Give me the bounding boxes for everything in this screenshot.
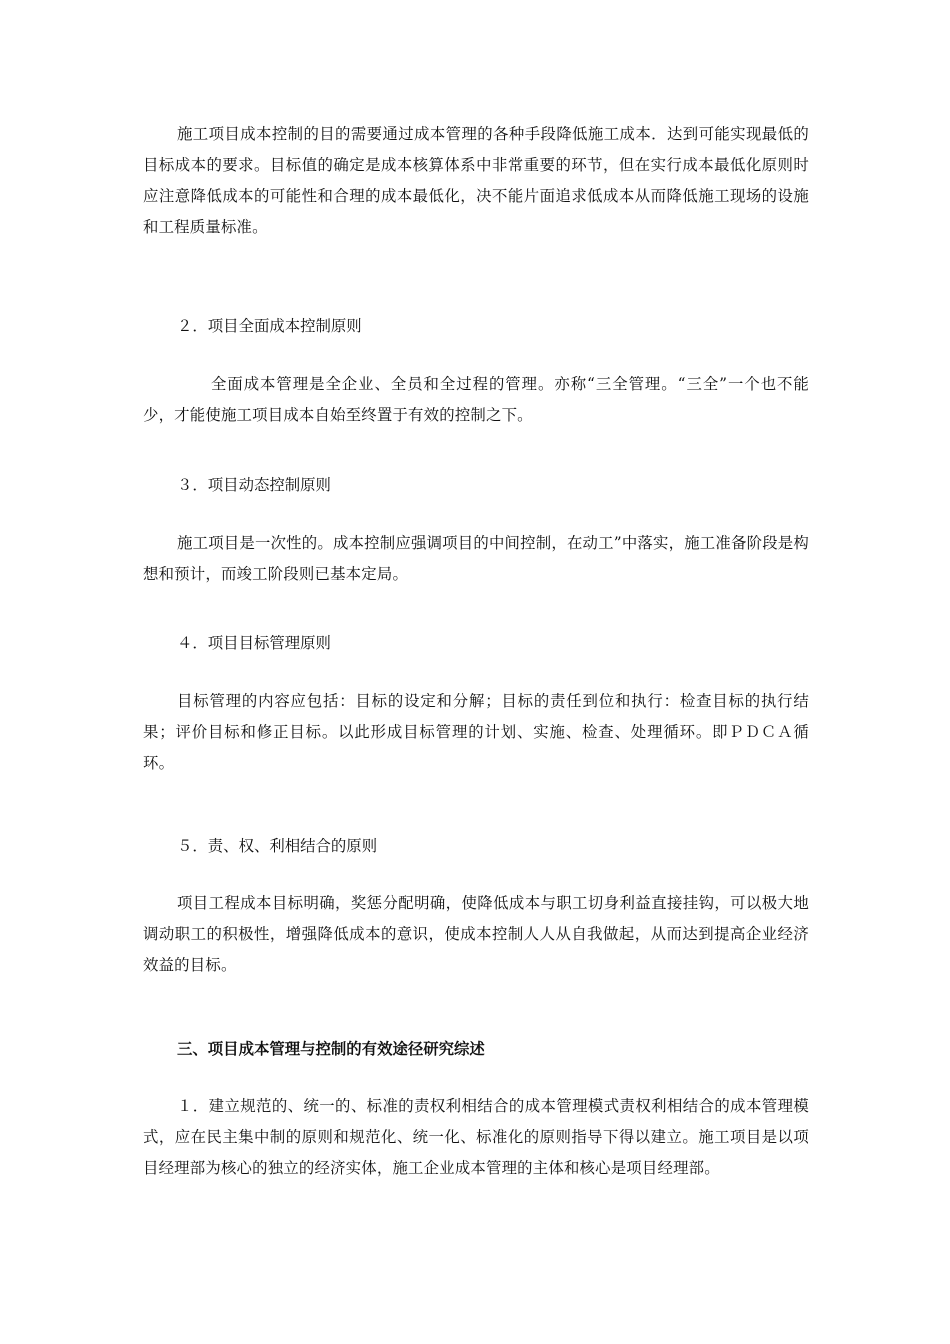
paragraph-target-management: 目标管理的内容应包括：目标的设定和分解；目标的责任到位和执行：检查目标的执行结果；评价目标和修正目标。以此形成目标管理的计划、实施、检查、处理循环。即ＰＤＣＡ循环。 — [143, 692, 809, 772]
heading-total-cost-control: ２．项目全面成本控制原则 — [177, 317, 362, 335]
paragraph-responsibility-rights-benefits: 项目工程成本目标明确，奖惩分配明确，使降低成本与职工切身利益直接挂钩，可以极大地调动职工的积极性，增强降低成本的意识，使成本控制人人从自我做起，从而达到提高企业经济效益的目标。 — [143, 894, 809, 974]
section-heading-effective-approaches: 三、项目成本管理与控制的有效途径研究综述 — [177, 1040, 485, 1058]
paragraph-cost-control-goal: 施工项目成本控制的目的需要通过成本管理的各种手段降低施工成本．达到可能实现最低的目标成本的要求。目标值的确定是成本核算体系中非常重要的环节，但在实行成本最低化原则时应注意降低成本的可能性和合理的成本最低化，决不能片面追求低成本从而降低施工现场的设施和工程质量标准。 — [143, 125, 809, 236]
paragraph-dynamic-control: 施工项目是一次性的。成本控制应强调项目的中间控制，在动工”中落实，施工准备阶段是构想和预计，而竣工阶段则已基本定局。 — [143, 534, 809, 583]
heading-responsibility-rights-benefits: ５．责、权、利相结合的原则 — [177, 837, 378, 855]
heading-dynamic-control: ３．项目动态控制原则 — [177, 476, 331, 494]
heading-target-management: ４．项目目标管理原则 — [177, 634, 331, 652]
paragraph-standardized-cost-model: １．建立规范的、统一的、标准的责权利相结合的成本管理模式责权利相结合的成本管理模式，应在民主集中制的原则和规范化、统一化、标准化的原则指导下得以建立。施工项目是以项目经理部为核心的独立的经济实体，施工企业成本管理的主体和核心是项目经理部。 — [143, 1097, 809, 1177]
paragraph-total-cost-management: 全面成本管理是全企业、全员和全过程的管理。亦称“三全管理。“三全”一个也不能少，才能使施工项目成本自始至终置于有效的控制之下。 — [143, 375, 809, 424]
